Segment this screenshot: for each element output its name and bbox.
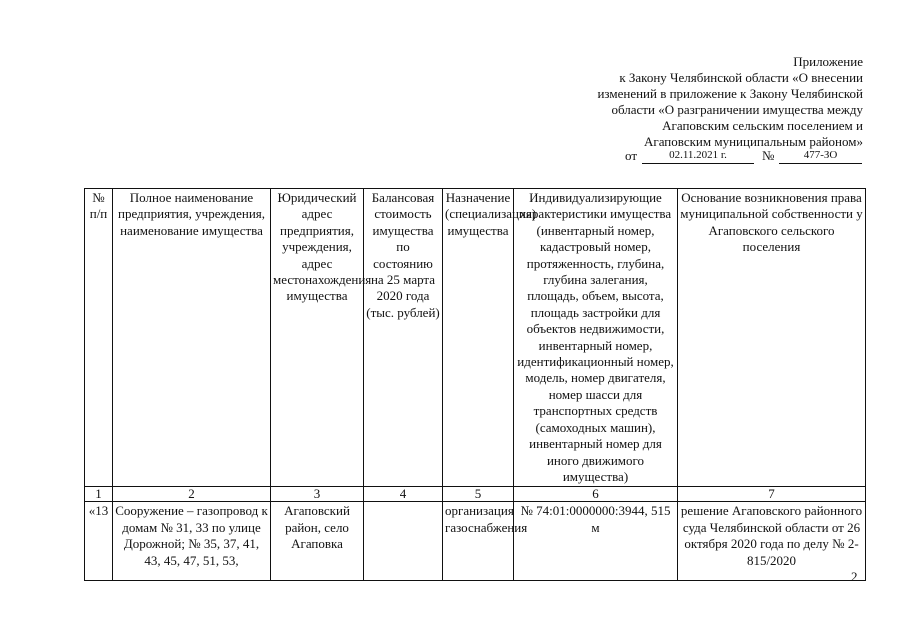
header-line: Агаповским сельским поселением и bbox=[662, 118, 863, 133]
column-number: 1 bbox=[85, 487, 113, 502]
column-number: 2 bbox=[113, 487, 271, 502]
header-line: к Закону Челябинской области «О внесении bbox=[619, 70, 863, 85]
column-number: 4 bbox=[364, 487, 443, 502]
property-characteristics: № 74:01:0000000:3944, 515 м bbox=[514, 502, 678, 581]
law-date: 02.11.2021 г. bbox=[642, 148, 754, 164]
column-header: Индивидуализирующие характеристики имущества (инвентарный номер, кадастровый номер, протяженность, глубина, глубина залегания, площадь, объем, высота, площадь застройки для объектов недвижимости, инвентарный номер, идентификационный номер, модель, номер двигателя, номер шасси для транспортных средств (самоходных машин), инвентарный номер для иного движимого имущества) bbox=[514, 189, 678, 487]
page-number: 2 bbox=[851, 569, 858, 584]
balance-value bbox=[364, 502, 443, 581]
property-name: Сооружение – газопровод к домам № 31, 33 по улице Дорожной; № 35, 37, 41, 43, 45, 47, 51, 53, bbox=[113, 502, 271, 581]
law-number: 477-ЗО bbox=[779, 148, 862, 164]
header-line: Агаповским муниципальным районом» bbox=[643, 134, 863, 149]
column-number: 3 bbox=[271, 487, 364, 502]
row-number: «13 bbox=[85, 502, 113, 581]
property-address: Агаповский район, село Агаповка bbox=[271, 502, 364, 581]
law-date-number-line bbox=[625, 148, 865, 164]
ownership-basis: решение Агаповского районного суда Челябинской области от 26 октября 2020 года по делу № 2-815/2020 bbox=[678, 502, 866, 581]
property-purpose: организация газоснабжения bbox=[443, 502, 514, 581]
column-header: Балансовая стоимость имущества по состоянию на 25 марта 2020 года (тыс. рублей) bbox=[364, 189, 443, 487]
number-label: № bbox=[762, 148, 775, 163]
column-header: Полное наименование предприятия, учреждения, наименование имущества bbox=[113, 189, 271, 487]
column-header: Юридический адрес предприятия, учреждения, адрес местонахождения имущества bbox=[271, 189, 364, 487]
property-table bbox=[84, 188, 866, 581]
column-number: 6 bbox=[514, 487, 678, 502]
from-label: от bbox=[625, 148, 638, 163]
table-row bbox=[85, 502, 866, 581]
column-number-row bbox=[85, 487, 866, 502]
header-line: области «О разграничении имущества между bbox=[611, 102, 863, 117]
column-number: 5 bbox=[443, 487, 514, 502]
header-line: Приложение bbox=[793, 54, 863, 69]
table-header-row bbox=[85, 189, 866, 487]
header-line: изменений в приложение к Закону Челябинской bbox=[597, 86, 863, 101]
column-header: Назначение (специализация) имущества bbox=[443, 189, 514, 487]
column-header: Основание возникновения права муниципальной собственности у Агаповского сельского поселения bbox=[678, 189, 866, 487]
column-header: № п/п bbox=[85, 189, 113, 487]
appendix-header bbox=[520, 54, 863, 150]
column-number: 7 bbox=[678, 487, 866, 502]
